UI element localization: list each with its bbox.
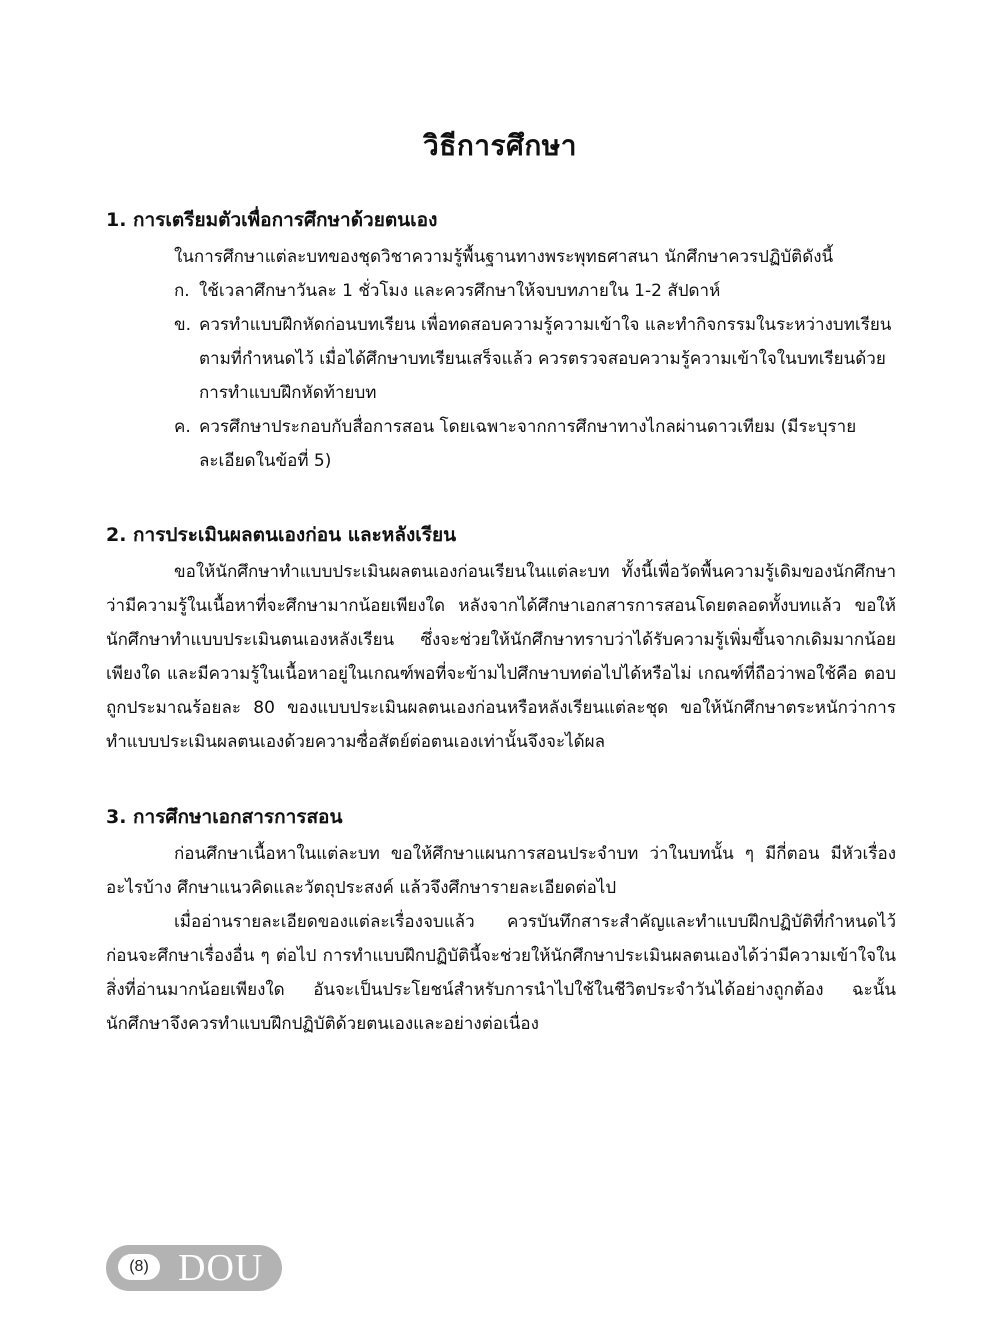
- list-marker: ค.: [174, 417, 191, 437]
- list-item: [106, 274, 896, 308]
- list-item-text: ใช้เวลาศึกษาวันละ 1 ชั่วโมง และควรศึกษาให้จบบทภายใน 1-2 สัปดาห์: [199, 281, 721, 301]
- list-item: [106, 410, 896, 478]
- section-intro: ในการศึกษาแต่ละบทของชุดวิชาความรู้พื้นฐานทางพระพุทธศาสนา นักศึกษาควรปฏิบัติดังนี้: [174, 247, 834, 267]
- section-heading: 3. การศึกษาเอกสารการสอน: [106, 806, 343, 828]
- section-heading: 2. การประเมินผลตนเองก่อน และหลังเรียน: [106, 524, 457, 546]
- list-item-text: ควรศึกษาประกอบกับสื่อการสอน โดยเฉพาะจากการศึกษาทางไกลผ่านดาวเทียม (มีระบุรายละเอียดในข้อที่ 5): [199, 417, 857, 471]
- page-number: (8): [118, 1254, 160, 1280]
- section-self-assessment: [106, 519, 896, 759]
- section-paragraph: ขอให้นักศึกษาทำแบบประเมินผลตนเองก่อนเรียนในแต่ละบท ทั้งนี้เพื่อวัดพื้นความรู้เดิมของนักศึกษาว่ามีความรู้ในเนื้อหาที่จะศึกษามากน้อยเพียงใด หลังจากได้ศึกษาเอกสารการสอนโดยตลอดทั้งบทแล้ว ขอให้นักศึกษาทำแบบประเมินตนเองหลังเรียน ซึ่งจะช่วยให้นักศึกษาทราบว่าได้รับความรู้เพิ่มขึ้นจากเดิมมากน้อยเพียงใด และมีความรู้ในเนื้อหาอยู่ในเกณฑ์พอที่จะข้ามไปศึกษาบทต่อไปได้หรือไม่ เกณฑ์ที่ถือว่าพอใช้คือ ตอบถูกประมาณร้อยละ 80 ของแบบประเมินผลตนเองก่อนหรือหลังเรียนแต่ละชุด ขอให้นักศึกษาตระหนักว่าการทำแบบประเมินผลตนเองด้วยความซื่อสัตย์ต่อตนเองเท่านั้นจึงจะได้ผล: [106, 562, 896, 752]
- brand-logo: DOU: [178, 1247, 264, 1289]
- page-title: วิธีการศึกษา: [423, 129, 577, 162]
- list-item-text: ควรทำแบบฝึกหัดก่อนบทเรียน เพื่อทดสอบความรู้ความเข้าใจ และทำกิจกรรมในระหว่างบทเรียนตามที่กำหนดไว้ เมื่อได้ศึกษาบทเรียนเสร็จแล้ว ควรตรวจสอบความรู้ความเข้าใจในบทเรียนด้วยการทำแบบฝึกหัดท้ายบท: [199, 315, 892, 403]
- section-paragraph: เมื่ออ่านรายละเอียดของแต่ละเรื่องจบแล้ว ควรบันทึกสาระสำคัญและทำแบบฝึกปฏิบัติที่กำหนดไว้ก่อนจะศึกษาเรื่องอื่น ๆ ต่อไป การทำแบบฝึกปฏิบัตินี้จะช่วยให้นักศึกษาประเมินผลตนเองได้ว่ามีความเข้าใจในสิ่งที่อ่านมากน้อยเพียงใด อันจะเป็นประโยชน์สำหรับการนำไปใช้ในชีวิตประจำวันได้อย่างถูกต้อง ฉะนั้นนักศึกษาจึงควรทำแบบฝึกปฏิบัติด้วยตนเองและอย่างต่อเนื่อง: [106, 912, 896, 1034]
- section-preparation: [106, 204, 896, 478]
- section-heading: 1. การเตรียมตัวเพื่อการศึกษาด้วยตนเอง: [106, 209, 438, 231]
- list-marker: ก.: [174, 281, 190, 301]
- section-study-materials: [106, 801, 896, 1041]
- list-marker: ข.: [174, 315, 192, 335]
- footer-badge: [106, 1245, 282, 1291]
- section-paragraph: ก่อนศึกษาเนื้อหาในแต่ละบท ขอให้ศึกษาแผนการสอนประจำบท ว่าในบทนั้น ๆ มีกี่ตอน มีหัวเรื่องอะไรบ้าง ศึกษาแนวคิดและวัตถุประสงค์ แล้วจึงศึกษารายละเอียดต่อไป: [106, 844, 896, 898]
- list-item: [106, 308, 896, 410]
